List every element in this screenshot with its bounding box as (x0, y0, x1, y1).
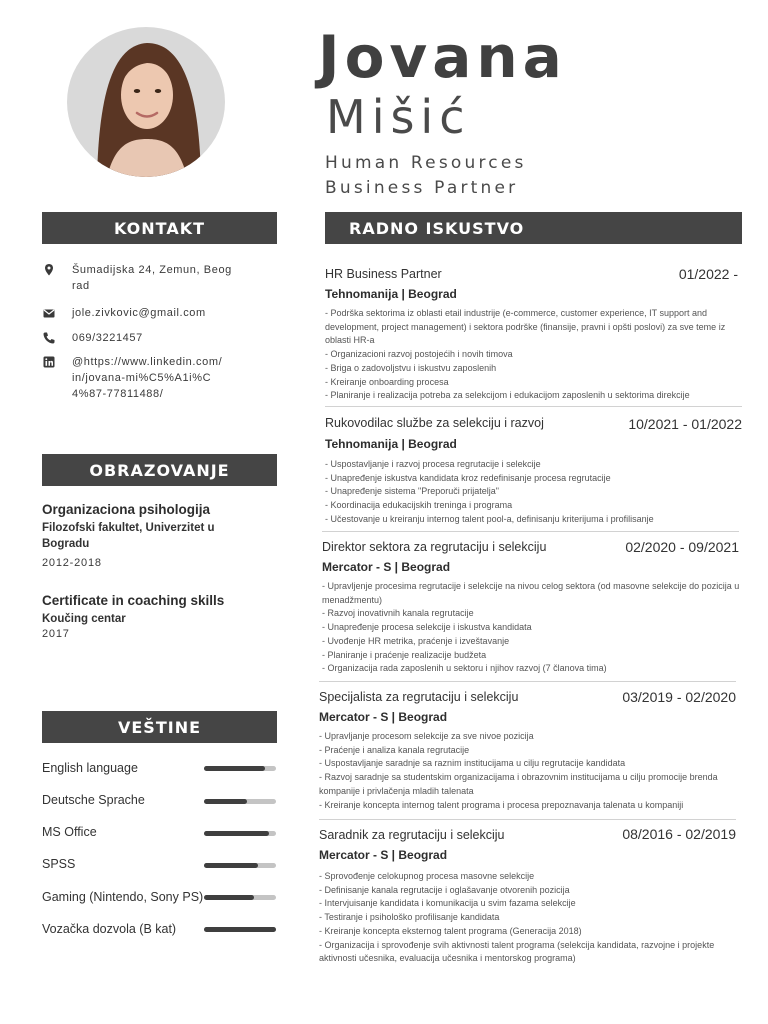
envelope-icon (42, 306, 56, 320)
duty-item: - Organizacija i sprovođenje svih aktivnosti talent programa (selekcija kandidata, razvojne i projekte aktivnosti učesnika, evaluacija učesnika i mentorskog programa) (319, 939, 715, 964)
skills-section-header: VEŠTINE (42, 711, 277, 743)
skill-bar (204, 766, 276, 771)
duty-item: - Kreiranje koncepta internog talent programa i procesa prepoznavanja talenata u kompaniji (319, 799, 684, 810)
duty-item: - Razvoj saradnje sa studentskim organizacijama i obrazovnim institucijama u cilju promocije brenda kompanije i privlačenja mladih talenata (319, 772, 718, 796)
job-dates-3: 02/2020 - 09/2021 (625, 539, 739, 555)
contact-email[interactable] (42, 305, 232, 321)
education-section-header: OBRAZOVANJE (42, 454, 277, 486)
job-company-3: Mercator - S | Beograd (322, 560, 451, 574)
education-years-1: 2012-2018 (42, 557, 102, 569)
job-dates-4: 03/2019 - 02/2020 (622, 689, 736, 705)
skill-name: Deutsche Sprache (42, 793, 145, 807)
job-role-line-1: Human Resources (325, 153, 527, 173)
job-duties-2 (325, 458, 743, 527)
job-role-line-2: Business Partner (325, 178, 519, 198)
duty-item: - Testiranje i psihološko profilisanje kandidata (319, 912, 500, 923)
job-duties-1 (325, 307, 743, 403)
skill-name: Vozačka dozvola (B kat) (42, 922, 177, 936)
duty-item: - Intervjuisanje kandidata i komunikacija u svim fazama selekcije (319, 898, 576, 909)
skill-name: Gaming (Nintendo, Sony PS) (42, 890, 204, 904)
skill-name: MS Office (42, 825, 97, 839)
experience-section-header: RADNO ISKUSTVO (325, 212, 742, 244)
job-company-5: Mercator - S | Beograd (319, 848, 448, 862)
job-dates-2: 10/2021 - 01/2022 (628, 416, 742, 432)
duty-item: - Kreiranje onboarding procesa (325, 376, 449, 387)
job-title-2: Rukovodilac službe za selekciju i razvoj (325, 416, 544, 430)
duty-item: - Upravljanje procesom selekcije za sve nivoe pozicija (319, 731, 534, 741)
job-dates-5: 08/2016 - 02/2019 (622, 826, 736, 842)
job-divider (319, 819, 736, 820)
duty-item: - Praćenje i analiza kanala regrutacije (319, 744, 470, 755)
contact-section-header: KONTAKT (42, 212, 277, 244)
skill-bar-fill (204, 863, 258, 868)
job-duties-4 (319, 730, 737, 812)
education-degree-2: Certificate in coaching skills (42, 593, 225, 608)
duty-item: - Briga o zadovoljstvu i iskustvu zaposlenih (325, 362, 497, 373)
job-title-1: HR Business Partner (325, 267, 442, 281)
location-pin-icon (42, 263, 56, 277)
duty-item: - Organizacioni razvoj postojećih i novih timova (325, 349, 513, 360)
duty-item: - Uvođenje HR metrika, praćenje i izveštavanje (322, 635, 510, 646)
phone-icon (42, 331, 56, 345)
skill-bar-fill (204, 799, 247, 804)
address-text: Šumadijska 24, Zemun, Beograd (72, 264, 232, 292)
skill-bar-fill (204, 927, 276, 932)
skill-bar (204, 927, 276, 932)
skill-bar (204, 895, 276, 900)
duty-item: - Unapređenje iskustva kandidata kroz redefinisanje procesa regrutacije (325, 472, 611, 483)
skill-bar (204, 831, 276, 836)
email-link[interactable]: jole.zivkovic@gmail.com (72, 307, 206, 319)
job-company-2: Tehnomanija | Beograd (325, 437, 457, 451)
duty-item: - Planiranje i praćenje realizacije budžeta (322, 649, 487, 660)
duty-item: - Planiranje i realizacija potreba za selekcijom i edukacijom zaposlenih u sektorima direkcije (325, 390, 690, 401)
job-company-1: Tehnomanija | Beograd (325, 287, 457, 301)
skill-name: English language (42, 761, 138, 775)
job-duties-3 (322, 580, 740, 676)
skill-bar-fill (204, 831, 269, 836)
duty-item: - Učestovanje u kreiranju internog talent pool-a, definisanju kriterijuma i profilisanje (325, 513, 654, 524)
job-title-3: Direktor sektora za regrutaciju i selekciju (322, 540, 547, 554)
education-years-2: 2017 (42, 628, 70, 640)
job-divider (319, 681, 736, 682)
skill-bar-fill (204, 895, 254, 900)
linkedin-link[interactable]: @https://www.linkedin.com/in/jovana-mi%C5%A1i%C4%87-77811488/ (72, 356, 223, 400)
skill-bar (204, 799, 276, 804)
education-degree-1: Organizaciona psihologija (42, 502, 211, 517)
duty-item: - Uspostavljanje i razvoj procesa regrutacije i selekcije (325, 459, 541, 469)
duty-item: - Organizacija rada zaposlenih u sektoru i njihov razvoj (7 članova tima) (322, 663, 607, 674)
profile-photo (67, 27, 225, 177)
first-name: Jovana (318, 23, 567, 91)
job-title-5: Saradnik za regrutaciju i selekciju (319, 828, 505, 842)
skill-name: SPSS (42, 857, 76, 871)
duty-item: - Upravljenje procesima regrutacije i selekcije na nivou celog sektora (od masovne selekcije do pozicija u menadžmentu) (322, 581, 740, 605)
job-title-4: Specijalista za regrutaciju i selekciju (319, 690, 519, 704)
linkedin-icon (42, 355, 56, 369)
job-divider (322, 531, 739, 532)
duty-item: - Unapređenje sistema "Preporuči prijatelja" (325, 486, 499, 497)
skill-bar-fill (204, 766, 265, 771)
duty-item: - Koordinacija edukacijskih treninga i programa (325, 500, 513, 511)
duty-item: - Podrška sektorima iz oblasti etail industrije (e-commerce, customer experience, IT support and development, project management) i sektora podrške (finansije, pravni i opšti poslovi) za sve teme iz oblasti HR-a (325, 308, 726, 346)
contact-linkedin[interactable] (42, 354, 224, 402)
last-name: Mišić (326, 90, 471, 144)
duty-item: - Sprovođenje celokupnog procesa masovne selekcije (319, 871, 535, 881)
duty-item: - Unapređenje procesa selekcije i iskustva kandidata (322, 622, 532, 633)
job-dates-1: 01/2022 - (678, 266, 738, 282)
duty-item: - Definisanje kanala regrutacije i oglašavanje otvorenih pozicija (319, 884, 570, 895)
contact-address (42, 262, 232, 294)
skill-bar (204, 863, 276, 868)
education-school-1: Filozofski fakultet, Univerzitet u Bogradu (42, 522, 215, 550)
duty-item: - Kreiranje koncepta eksternog talent programa (Generacija 2018) (319, 925, 582, 936)
job-divider (325, 406, 742, 407)
duty-item: - Razvoj inovativnih kanala regrutacije (322, 608, 474, 619)
duty-item: - Uspostavljanje saradnje sa raznim institucijama u cilju regrutacije kandidata (319, 758, 626, 769)
contact-phone[interactable] (42, 330, 232, 346)
job-duties-5 (319, 870, 737, 966)
job-company-4: Mercator - S | Beograd (319, 710, 448, 724)
education-school-2: Koučing centar (42, 613, 126, 625)
phone-text[interactable]: 069/3221457 (72, 332, 143, 344)
